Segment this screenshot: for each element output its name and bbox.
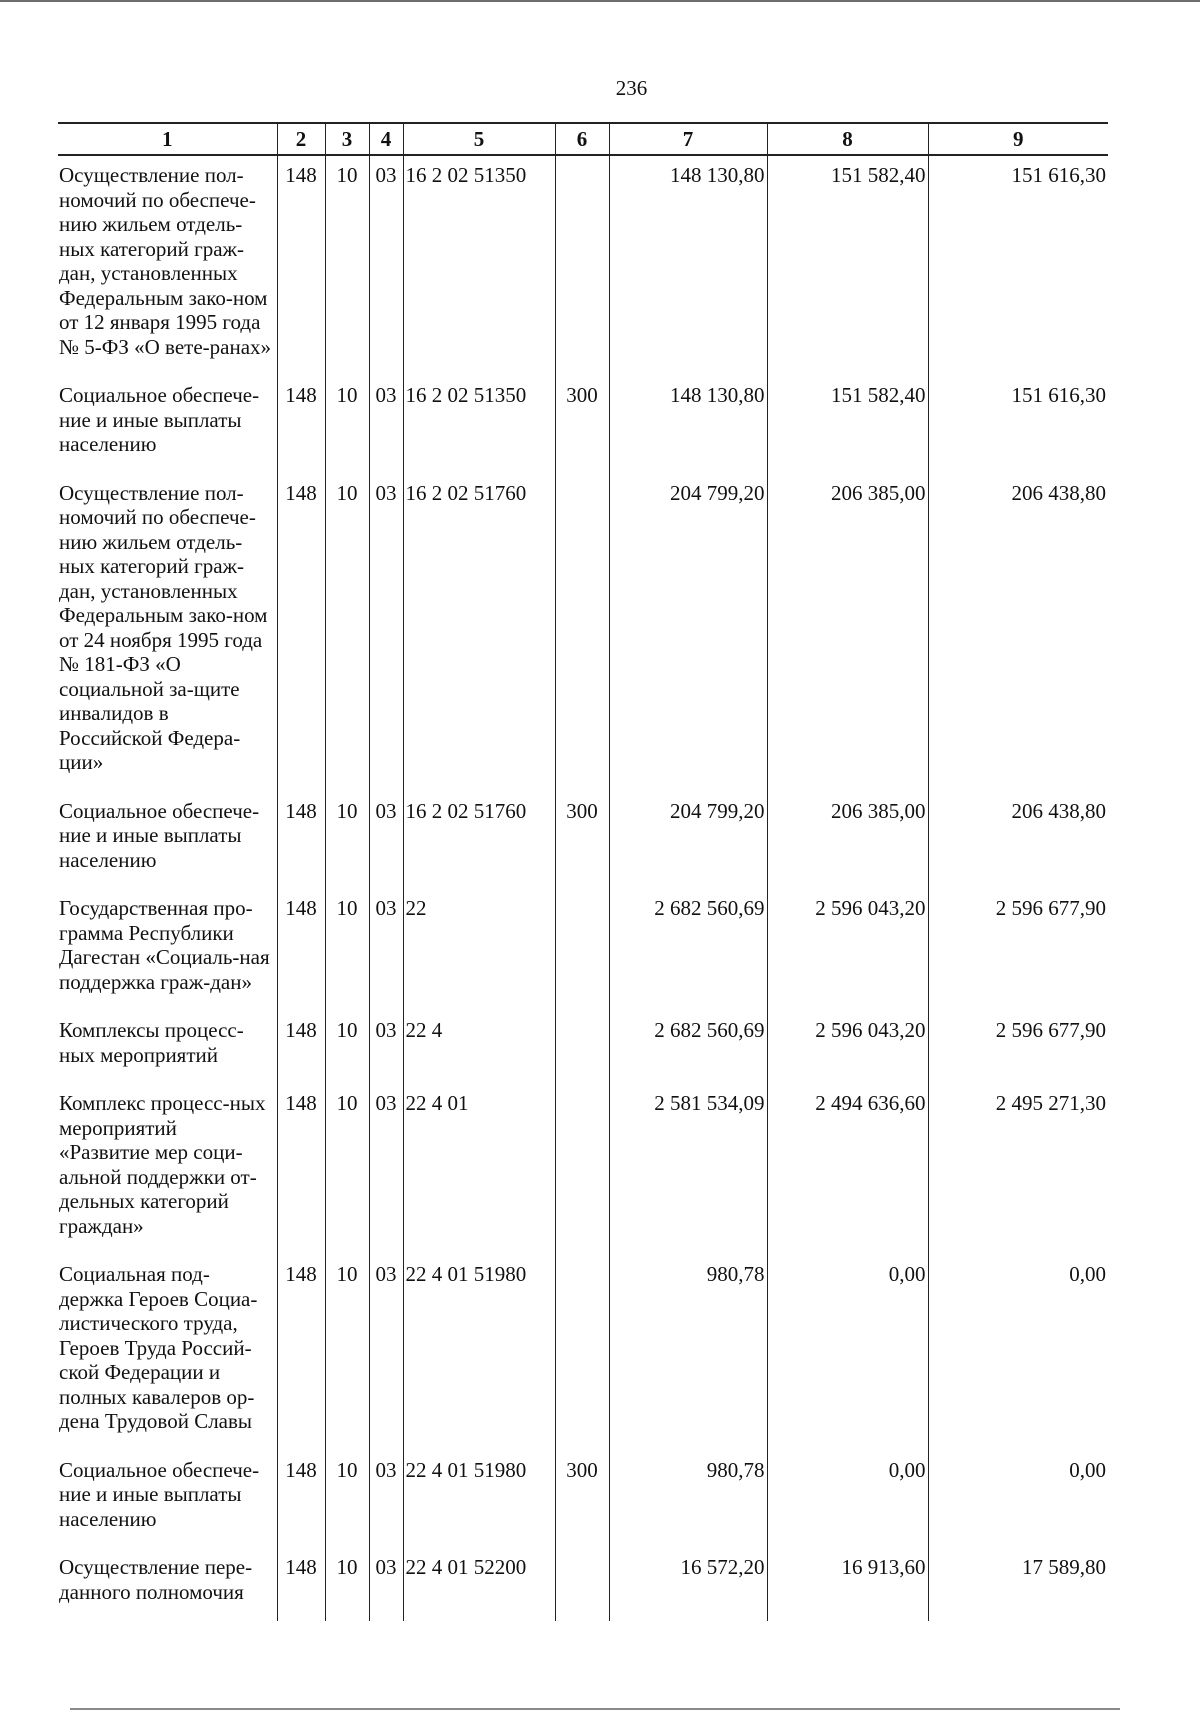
row-description-text: Осуществление пере-данного полномочия [59, 1555, 253, 1604]
cell-description [58, 1451, 277, 1549]
table-row [58, 1451, 1108, 1549]
cell-expense-type [555, 889, 609, 1011]
row-description-text: Осуществление пол-номочий по обеспече-нию жильем отдель-ных категорий граж-дан, установленных Федеральным зако-ном от 24 ноября 1995 года № 181-ФЗ «О социальной за-щите инвалидов в Российской Федера-ции» [59, 480, 268, 774]
col-header-2: 2 [277, 123, 325, 155]
cell-amount-col7: 16 572,20 [609, 1548, 767, 1621]
cell-expense-type: 300 [555, 792, 609, 890]
cell-target-article: 16 2 02 51760 [403, 792, 555, 890]
cell-description [58, 1084, 277, 1255]
cell-target-article: 22 4 01 52200 [403, 1548, 555, 1621]
cell-ministry-code: 148 [277, 1011, 325, 1084]
table-row [58, 376, 1108, 474]
cell-section-code: 10 [325, 155, 369, 376]
cell-amount-col7: 204 799,20 [609, 474, 767, 792]
cell-amount-col9: 206 438,80 [928, 792, 1108, 890]
cell-amount-col8: 206 385,00 [767, 474, 928, 792]
table-header [58, 123, 1108, 155]
cell-ministry-code: 148 [277, 889, 325, 1011]
cell-amount-col9: 2 495 271,30 [928, 1084, 1108, 1255]
cell-expense-type: 300 [555, 376, 609, 474]
cell-amount-col8: 206 385,00 [767, 792, 928, 890]
cell-amount-col8: 151 582,40 [767, 376, 928, 474]
table-row [58, 1255, 1108, 1451]
row-description-text: Социальное обеспече-ние и иные выплаты населению [59, 1457, 260, 1531]
cell-expense-type [555, 1548, 609, 1621]
cell-section-code: 10 [325, 792, 369, 890]
cell-section-code: 10 [325, 1255, 369, 1451]
cell-amount-col7: 2 682 560,69 [609, 889, 767, 1011]
cell-ministry-code: 148 [277, 1451, 325, 1549]
cell-amount-col8: 2 596 043,20 [767, 1011, 928, 1084]
cell-target-article: 22 4 01 51980 [403, 1451, 555, 1549]
cell-section-code: 10 [325, 1011, 369, 1084]
row-description-text: Осуществление пол-номочий по обеспече-нию жильем отдель-ных категорий граж-дан, установленных Федеральным зако-ном от 12 января 1995 года № 5-ФЗ «О вете-ранах» [59, 163, 272, 359]
cell-description [58, 155, 277, 376]
cell-ministry-code: 148 [277, 155, 325, 376]
col-header-5: 5 [403, 123, 555, 155]
row-description-text: Социальное обеспече-ние и иные выплаты населению [59, 798, 260, 872]
cell-expense-type [555, 1084, 609, 1255]
page-number: 236 [615, 76, 648, 100]
cell-target-article: 22 4 01 51980 [403, 1255, 555, 1451]
cell-ministry-code: 148 [277, 474, 325, 792]
cell-amount-col9: 206 438,80 [928, 474, 1108, 792]
cell-expense-type [555, 155, 609, 376]
col-header-3: 3 [325, 123, 369, 155]
cell-subsection-code: 03 [369, 376, 403, 474]
cell-description [58, 376, 277, 474]
col-header-8: 8 [767, 123, 928, 155]
cell-subsection-code: 03 [369, 1548, 403, 1621]
cell-section-code: 10 [325, 1548, 369, 1621]
cell-expense-type [555, 1011, 609, 1084]
cell-description [58, 1011, 277, 1084]
table-body [58, 155, 1108, 1621]
cell-amount-col9: 2 596 677,90 [928, 1011, 1108, 1084]
cell-subsection-code: 03 [369, 155, 403, 376]
table-row [58, 1084, 1108, 1255]
cell-ministry-code: 148 [277, 376, 325, 474]
col-header-7: 7 [609, 123, 767, 155]
cell-section-code: 10 [325, 889, 369, 1011]
cell-amount-col7: 148 130,80 [609, 155, 767, 376]
cell-target-article: 22 4 01 [403, 1084, 555, 1255]
cell-target-article: 22 4 [403, 1011, 555, 1084]
table-row [58, 792, 1108, 890]
table-row [58, 889, 1108, 1011]
cell-target-article: 16 2 02 51350 [403, 155, 555, 376]
cell-ministry-code: 148 [277, 1255, 325, 1451]
cell-amount-col9: 151 616,30 [928, 155, 1108, 376]
cell-ministry-code: 148 [277, 792, 325, 890]
cell-amount-col8: 151 582,40 [767, 155, 928, 376]
cell-amount-col9: 0,00 [928, 1451, 1108, 1549]
cell-description [58, 889, 277, 1011]
cell-amount-col9: 151 616,30 [928, 376, 1108, 474]
cell-amount-col9: 0,00 [928, 1255, 1108, 1451]
cell-expense-type: 300 [555, 1451, 609, 1549]
cell-subsection-code: 03 [369, 1011, 403, 1084]
cell-subsection-code: 03 [369, 1451, 403, 1549]
cell-description [58, 474, 277, 792]
header-row [58, 123, 1108, 155]
cell-subsection-code: 03 [369, 792, 403, 890]
cell-section-code: 10 [325, 1084, 369, 1255]
cell-target-article: 16 2 02 51760 [403, 474, 555, 792]
row-description-text: Комплекс процесс-ных мероприятий «Развитие мер соци-альной поддержки от-дельных категорий граждан» [59, 1091, 266, 1238]
cell-section-code: 10 [325, 1451, 369, 1549]
cell-amount-col9: 17 589,80 [928, 1548, 1108, 1621]
scan-edge-top [0, 0, 1200, 2]
cell-section-code: 10 [325, 474, 369, 792]
cell-subsection-code: 03 [369, 1255, 403, 1451]
cell-amount-col7: 204 799,20 [609, 792, 767, 890]
cell-ministry-code: 148 [277, 1084, 325, 1255]
budget-table [58, 122, 1108, 1621]
cell-amount-col7: 148 130,80 [609, 376, 767, 474]
cell-ministry-code: 148 [277, 1548, 325, 1621]
table-row [58, 155, 1108, 376]
row-description-text: Государственная про-грамма Республики Дагестан «Социаль-ная поддержка граж-дан» [59, 896, 270, 994]
row-description-text: Социальное обеспече-ние и иные выплаты населению [59, 383, 260, 456]
cell-amount-col8: 16 913,60 [767, 1548, 928, 1621]
col-header-6: 6 [555, 123, 609, 155]
table-row [58, 474, 1108, 792]
cell-amount-col8: 2 494 636,60 [767, 1084, 928, 1255]
cell-section-code: 10 [325, 376, 369, 474]
table-row [58, 1548, 1108, 1621]
cell-subsection-code: 03 [369, 889, 403, 1011]
cell-amount-col8: 2 596 043,20 [767, 889, 928, 1011]
cell-expense-type [555, 1255, 609, 1451]
row-description-text: Комплексы процесс-ных мероприятий [59, 1018, 244, 1067]
cell-subsection-code: 03 [369, 474, 403, 792]
cell-amount-col7: 2 581 534,09 [609, 1084, 767, 1255]
table-row [58, 1011, 1108, 1084]
cell-description [58, 1548, 277, 1621]
cell-amount-col8: 0,00 [767, 1451, 928, 1549]
cell-amount-col7: 980,78 [609, 1255, 767, 1451]
col-header-9: 9 [928, 123, 1108, 155]
scan-edge-bottom [70, 1708, 1120, 1710]
cell-description [58, 792, 277, 890]
col-header-1: 1 [58, 123, 277, 155]
cell-amount-col7: 980,78 [609, 1451, 767, 1549]
cell-subsection-code: 03 [369, 1084, 403, 1255]
cell-expense-type [555, 474, 609, 792]
cell-target-article: 22 [403, 889, 555, 1011]
cell-amount-col7: 2 682 560,69 [609, 1011, 767, 1084]
row-description-text: Социальная под-держка Героев Социа-листического труда, Героев Труда Россий-ской Федерации и полных кавалеров ор-дена Трудовой Славы [59, 1262, 258, 1433]
col-header-4: 4 [369, 123, 403, 155]
cell-description [58, 1255, 277, 1451]
cell-target-article: 16 2 02 51350 [403, 376, 555, 474]
cell-amount-col9: 2 596 677,90 [928, 889, 1108, 1011]
cell-amount-col8: 0,00 [767, 1255, 928, 1451]
